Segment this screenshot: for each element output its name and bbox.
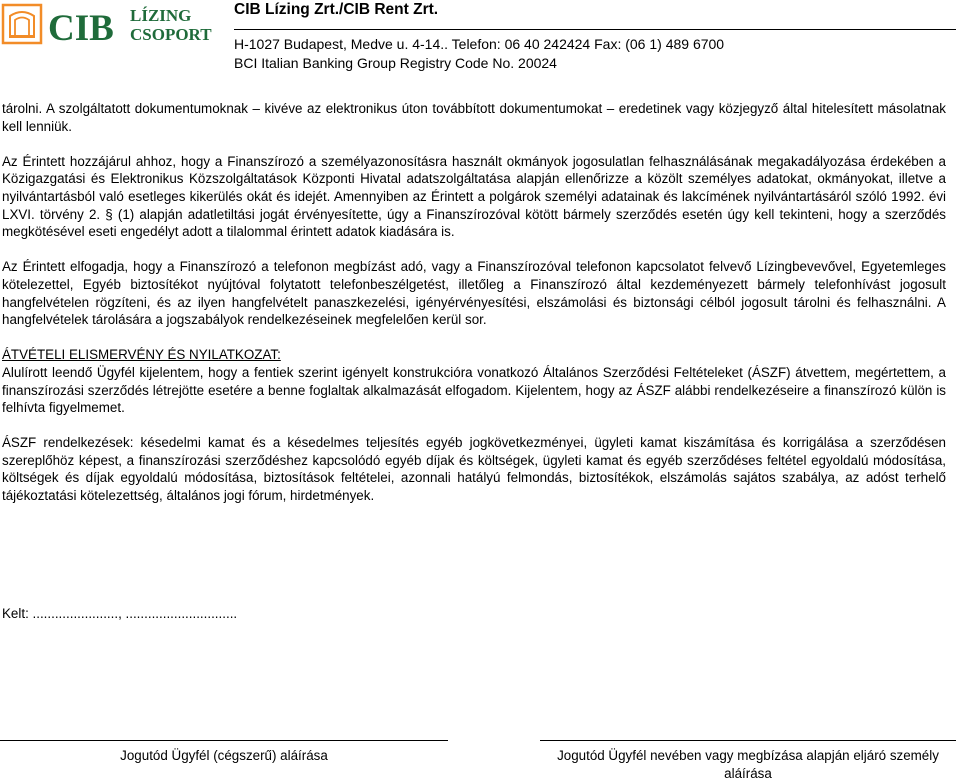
paragraph-call-recording: Az Érintett elfogadja, hogy a Finanszírozó a telefonon megbízást adó, vagy a Finanszírozóval telefonon kapcsolatot felvevő Lízingbevevővel, Egyetemleges kötelezettel, Egyéb biztosítékot nyújtóval folytatott telefonbeszélgetést, illetőleg a Finanszírozó által kezdeményezett bármely telefonhívást jogosult hangfelvételen rögzíteni, és az ilyen hangfelvételt panaszkezelési, igényérvényesítési, elszámolási és biztonsági célból jogosult tárolni és felhasználni. A hangfelvételek tárolására a jogszabályok rendelkezéseinek megfelelően kerül sor. <box>2 259 946 328</box>
paragraph-aszf-provisions: ÁSZF rendelkezések: késedelmi kamat és a késedelmes teljesítés egyéb jogkövetkezményei, ügyleti kamat kiszámítása és korrigálása a szerződésen szereplőhöz képest, a finanszírozási szerződéshez kapcsolódó egyéb díjak és költségek, ügyleti kamat és egyéb szerződéses feltétel egyoldalú módosítása, költségek és díjak egyoldalú módosítása, biztosítások feltételei, azonnali hatályú felmondás, biztosítékok, elszámolás sajátos szabálya, az adóst terhelő tájékoztatási kötelezettség, általános jogi fórum, hirdetmények. <box>2 435 946 504</box>
letterhead <box>0 0 960 78</box>
signature-label-left: Jogutód Ügyfél (cégszerű) aláírása <box>120 748 328 763</box>
logo-main-text: CIB <box>48 8 114 46</box>
company-title: CIB Lízing Zrt./CIB Rent Zrt. <box>234 1 439 18</box>
paragraph-documents: tárolni. A szolgáltatott dokumentumoknak – kivéve az elektronikus úton továbbított dokumentumokat – eredetinek vagy közjegyző által hitelesített másolatnak kell lenniük. <box>2 101 946 134</box>
date-place-field: Kelt: ......................., .............................. <box>2 606 238 621</box>
paragraph-identity-check: Az Érintett hozzájárul ahhoz, hogy a Finanszírozó a személyazonosításra használt okmányok jogosulatlan felhasználásának megakadályozása érdekében a Közigazgatási és Elektronikus Közszolgáltatások Központi Hivatal adatszolgáltatása alapján ellenőrizze a közölt személyes adatokat, okmányokat, illetve a nyilvántartásból való esetleges kikerülés okát és idejét. Amennyiben az Érintett a polgárok személyi adatainak és lakcímének nyilvántartásáról szóló 1992. évi LXVI. törvény 2. § (1) alapján adatletiltási jogát érvényesítette, úgy a Finanszírozóval kötött bármely szerződés esetén úgy kell tekinteni, hogy a szerződés megkötésével eseti engedélyt adott a tilalommal érintett adatok kiadására is. <box>2 153 946 240</box>
header-divider <box>234 29 956 30</box>
logo-line1-text: LÍZING <box>130 6 192 25</box>
acknowledgement-heading: ÁTVÉTELI ELISMERVÉNY ÉS NYILATKOZAT: <box>2 347 281 363</box>
company-address: H-1027 Budapest, Medve u. 4-14.. Telefon: 06 40 242424 Fax: (06 1) 489 6700 <box>234 36 725 52</box>
cib-lizing-logo <box>0 2 215 46</box>
paragraph-acknowledgement: Alulírott leendő Ügyfél kijelentem, hogy a fentiek szerint igényelt konstrukcióra vonatkozó Általános Szerződési Feltételeket (ÁSZF) átvettem, megértettem, a finanszírozási szerződés létrejötte esetére a benne foglaltak alkalmazását elfogadom. Kijelentem, hogy az ÁSZF alábbi rendelkezéseire a finanszírozó külön is felhívta figyelmemet. <box>2 364 946 416</box>
signature-label-right: Jogutód Ügyfél nevében vagy megbízása alapján eljáró személy aláírása <box>557 748 939 781</box>
document-body <box>2 100 946 505</box>
signature-line-right <box>540 740 956 741</box>
logo-line2-text: CSOPORT <box>130 25 212 44</box>
signature-line-left <box>0 740 448 741</box>
company-registry: BCI Italian Banking Group Registry Code No. 20024 <box>234 55 557 71</box>
